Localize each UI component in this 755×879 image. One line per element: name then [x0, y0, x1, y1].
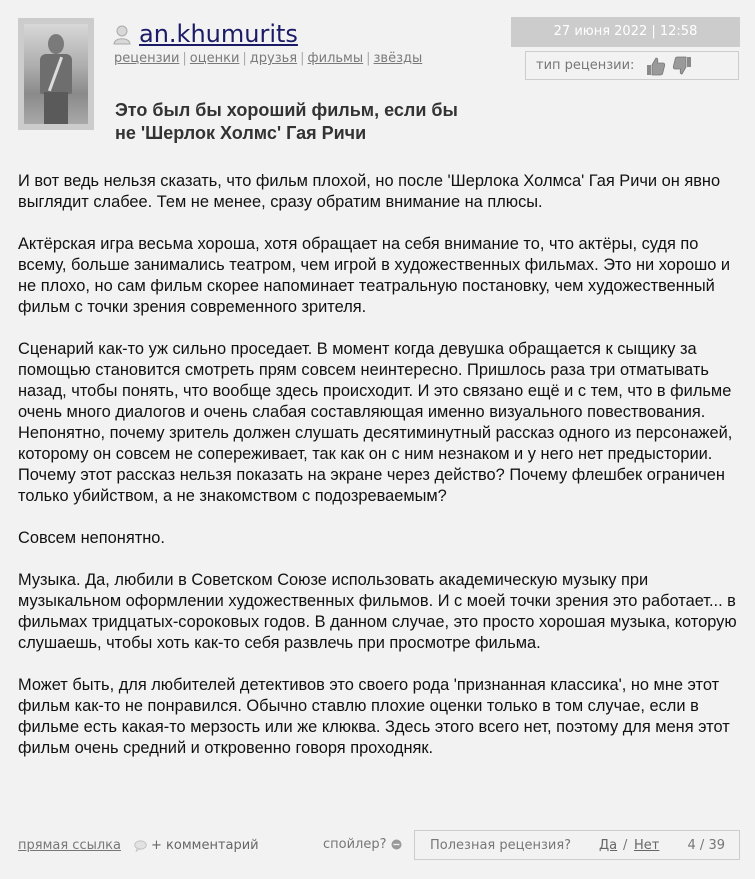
useful-count: 4 / 39 — [687, 837, 725, 853]
comment-bubble-icon — [134, 840, 147, 852]
review-title: Это был бы хороший фильм, если бы не 'Шерлок Холмс' Гая Ричи — [115, 100, 458, 143]
separator: | — [300, 51, 305, 66]
review-type-box — [525, 51, 739, 80]
separator: / — [623, 837, 628, 853]
avatar[interactable] — [18, 18, 94, 130]
profile-link-films[interactable]: фильмы — [307, 51, 364, 66]
profile-link-reviews[interactable]: рецензии — [114, 51, 180, 66]
add-comment-label: + комментарий — [151, 838, 259, 853]
review-paragraph: И вот ведь нельзя сказать, что фильм плохой, но после 'Шерлока Холмса' Гая Ричи он явно выглядит слабее. Тем не менее, сразу обратим внимание на плюсы. — [18, 172, 721, 211]
useful-review-box — [414, 830, 740, 860]
profile-link-ratings[interactable]: оценки — [189, 51, 240, 66]
minus-circle-icon — [391, 839, 402, 850]
review-paragraph: Актёрская игра весьма хороша, хотя обращает на себя внимание то, что актёры, судя по всему, больше занимались театром, чем игрой в художественных фильмах. Это ни хорошо и не плохо, но сам фильм скорее напоминает театральную постановку, чем художественный фильм с точки зрения современного зрителя. — [18, 235, 731, 316]
review-type-label: тип рецензии: — [536, 58, 635, 73]
separator: | — [182, 51, 187, 66]
profile-links — [114, 51, 422, 67]
direct-link[interactable]: прямая ссылка — [18, 838, 121, 853]
review-paragraph: Совсем непонятно. — [18, 529, 165, 547]
profile-link-stars[interactable]: звёзды — [373, 51, 423, 66]
review-date: 27 июня 2022 | 12:58 — [511, 17, 740, 47]
useful-no-link[interactable]: Нет — [634, 837, 660, 853]
add-comment-button[interactable] — [134, 838, 259, 853]
thumbs-up-icon[interactable] — [644, 55, 666, 77]
thumbs-down-icon[interactable] — [672, 55, 694, 77]
avatar-photo — [24, 24, 88, 124]
review-paragraph: Музыка. Да, любили в Советском Союзе использовать академическую музыку при музыкальном оформлении художественных фильмов. И с моей точки зрения это работает... в фильмах тридцатых-сороковых годов. В данном случае, это просто хорошая музыка, которую слушаешь, чтобы хоть как-то себя развлечь при просмотре фильма. — [18, 571, 737, 652]
useful-yes-link[interactable]: Да — [599, 837, 618, 853]
separator: | — [366, 51, 371, 66]
review-paragraph: Сценарий как-то уж сильно проседает. В момент когда девушка обращается к сыщику за помощью становится смотреть прям совсем неинтересно. Пришлось раза три отматывать назад, чтобы понять, что вообще здесь происходит. И это связано ещё и с тем, что в фильме очень много диалогов и очень слабая составляющая именно визуального повествования. Непонятно, почему зритель должен слушать десятиминутный рассказ одного из персонажей, которому он совсем не сопереживает, так как он с ним незнаком и у него нет предыстории. Почему этот рассказ нельзя показать на экране через действо? Почему флешбек ограничен только убийством, а не знакомством с подозреваемым? — [18, 340, 733, 505]
username-link[interactable]: an.khumurits — [139, 20, 298, 48]
profile-link-friends[interactable]: друзья — [249, 51, 298, 66]
separator: | — [242, 51, 247, 66]
review-paragraph: Может быть, для любителей детективов это своего рода 'признанная классика', но мне этот фильм как-то не понравился. Обычно ставлю плохие оценки только в том случае, если в фильме есть какая-то мерзость или же клюква. Здесь этого всего нет, поэтому для меня этот фильм очень средний и откровенно говоря проходняк. — [18, 676, 730, 757]
spoiler-toggle[interactable] — [323, 837, 402, 852]
useful-question: Полезная рецензия? — [430, 837, 572, 853]
user-icon — [113, 25, 131, 45]
review-footer — [0, 830, 755, 860]
review-body — [18, 171, 743, 780]
spoiler-label: спойлер? — [323, 837, 387, 852]
